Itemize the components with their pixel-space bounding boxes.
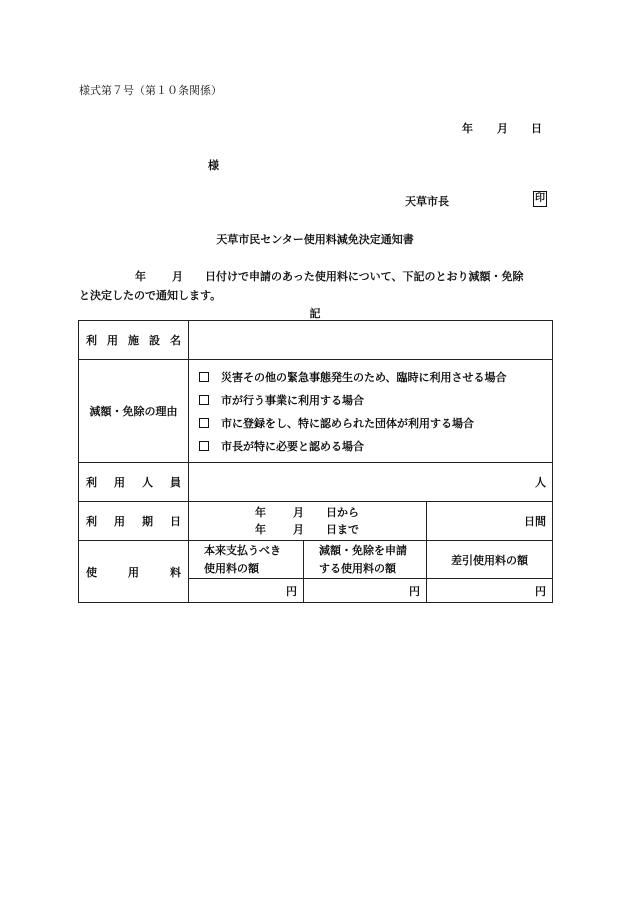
- reason-option[interactable]: [199, 366, 552, 389]
- body-text-1: 日付けで申請のあった使用料について、下記のとおり減額・免除: [205, 270, 524, 283]
- label-char: 使: [86, 565, 97, 579]
- fee-col1-line2: 使用料の額: [204, 561, 259, 575]
- reason-option[interactable]: [199, 435, 552, 458]
- fee-label: [79, 541, 189, 603]
- from-year: 年: [255, 506, 266, 519]
- label-char: 用: [114, 476, 125, 489]
- body-text: [79, 267, 551, 305]
- facility-value[interactable]: [189, 321, 553, 360]
- label-char: 用: [128, 565, 139, 579]
- from-month: 月: [293, 506, 304, 519]
- reason-option-text: 市に登録をし、特に認められた団体が利用する場合: [221, 417, 474, 430]
- date-line: [462, 120, 542, 136]
- body-line-1: [79, 267, 551, 286]
- period-label: [79, 502, 189, 541]
- from-day: 日から: [326, 506, 359, 519]
- reason-option-text: 災害その他の緊急事態発生のため、臨時に利用させる場合: [221, 371, 507, 384]
- fee-col2-header: [304, 541, 427, 579]
- notice-table: [78, 320, 553, 603]
- addressee-suffix: 様: [208, 159, 219, 172]
- document-title: 天草市民センター使用料減免決定通知書: [216, 233, 414, 246]
- period-days[interactable]: 日間: [427, 502, 553, 541]
- fee-col2-line2: する使用料の額: [319, 561, 396, 575]
- period-row: [79, 502, 553, 541]
- body-month: 月: [172, 270, 183, 283]
- checkbox-icon[interactable]: [199, 395, 209, 405]
- label-char: 人: [142, 476, 153, 489]
- reason-option[interactable]: [199, 412, 552, 435]
- fee-col1-value[interactable]: 円: [189, 579, 304, 603]
- fee-col3-value[interactable]: 円: [427, 579, 553, 603]
- reason-option[interactable]: [199, 389, 552, 412]
- label-char: 名: [170, 334, 181, 347]
- period-dates[interactable]: [189, 502, 427, 541]
- seal-mark: 印: [533, 191, 547, 207]
- fee-header-row: [79, 541, 553, 579]
- ki-heading: 記: [309, 307, 321, 320]
- label-char: 利: [86, 334, 97, 347]
- to-day: 日まで: [326, 523, 359, 536]
- period-from: [255, 504, 426, 521]
- date-day: 日: [531, 122, 542, 135]
- checkbox-icon[interactable]: [199, 418, 209, 428]
- checkbox-icon[interactable]: [199, 372, 209, 382]
- label-char: 期: [142, 515, 153, 528]
- label-char: 日: [170, 515, 181, 528]
- fee-col3-header: 差引使用料の額: [427, 541, 553, 579]
- fee-col2-line1: 減額・免除を申請: [319, 543, 407, 557]
- fee-col2-value[interactable]: 円: [304, 579, 427, 603]
- label-char: 用: [107, 334, 118, 347]
- label-char: 利: [86, 476, 97, 489]
- users-value[interactable]: 人: [189, 463, 553, 502]
- label-char: 用: [114, 515, 125, 528]
- reason-label: 減額・免除の理由: [79, 360, 189, 463]
- reason-options: [189, 360, 553, 463]
- label-char: 料: [170, 565, 181, 579]
- reason-option-text: 市長が特に必要と認める場合: [221, 440, 364, 453]
- label-char: 利: [86, 515, 97, 528]
- reason-option-text: 市が行う事業に利用する場合: [221, 394, 364, 407]
- fee-col1-line1: 本来支払うべき: [204, 543, 281, 557]
- body-text-2: と決定したので通知します。: [79, 289, 222, 302]
- users-row: [79, 463, 553, 502]
- to-year: 年: [255, 523, 266, 536]
- date-month: 月: [497, 122, 508, 135]
- to-month: 月: [293, 523, 304, 536]
- facility-label: [79, 321, 189, 360]
- facility-row: [79, 321, 553, 360]
- date-year: 年: [462, 122, 473, 135]
- label-char: 員: [170, 476, 181, 489]
- label-char: 設: [149, 334, 160, 347]
- users-label: [79, 463, 189, 502]
- reason-row: [79, 360, 553, 463]
- label-char: 施: [128, 334, 139, 347]
- fee-col1-header: [189, 541, 304, 579]
- issuer: 天草市長: [405, 195, 449, 208]
- body-year: 年: [135, 270, 146, 283]
- checkbox-icon[interactable]: [199, 441, 209, 451]
- form-number: 様式第７号（第１０条関係）: [79, 84, 222, 97]
- period-to: [255, 521, 426, 538]
